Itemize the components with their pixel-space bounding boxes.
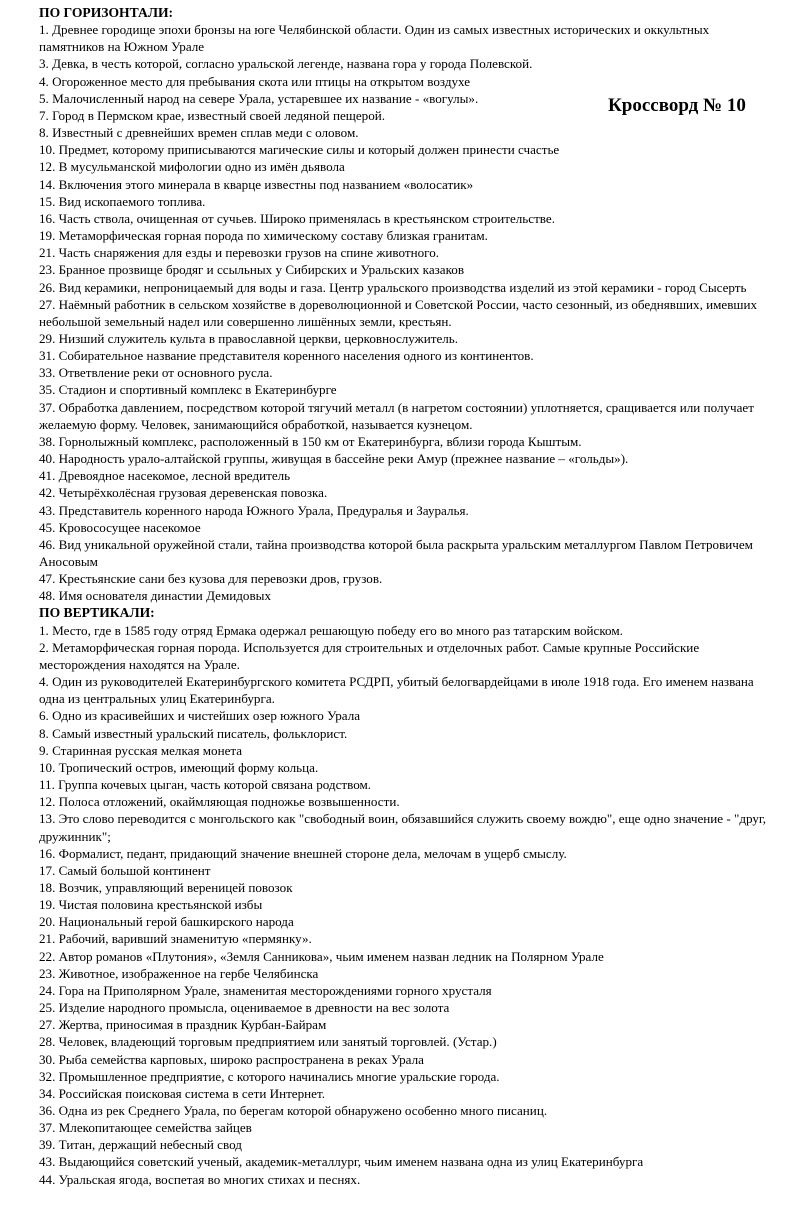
clue-item: 13. Это слово переводится с монгольского как "свободный воин, обязавшийся служить своему вождю", еще одно значение - "друг, дружинник"; — [39, 811, 767, 844]
clue-item: 43. Представитель коренного народа Южного Урала, Предуралья и Зауралья. — [39, 502, 469, 518]
clue-item: 46. Вид уникальной оружейной стали, тайна производства которой была раскрыта уральским металлургом Павлом Петровичем Аносовым — [39, 536, 753, 569]
clue-item: 4. Огороженное место для пребывания скота или птицы на открытом воздухе — [39, 73, 471, 89]
clue-item: 1. Древнее городище эпохи бронзы на юге Челябинской области. Один из самых известных исторических и оккультных памятников на Южном Урале — [39, 22, 710, 55]
clue-item: 34. Российская поисковая система в сети Интернет. — [39, 1085, 325, 1101]
clue-item: 42. Четырёхколёсная грузовая деревенская повозка. — [39, 485, 328, 501]
clue-item: 40. Народность урало-алтайской группы, живущая в бассейне реки Амур (прежнее название – «гольды»). — [39, 451, 629, 467]
clue-item: 8. Известный с древнейших времен сплав меди с оловом. — [39, 125, 359, 141]
section-heading: ПО ВЕРТИКАЛИ: — [39, 605, 155, 621]
clue-item: 18. Возчик, управляющий вереницей повозок — [39, 879, 293, 895]
clue-item: 41. Древоядное насекомое, лесной вредитель — [39, 468, 291, 484]
clue-item: 45. Кровососущее насекомое — [39, 519, 201, 535]
clue-item: 47. Крестьянские сани без кузова для перевозки дров, грузов. — [39, 571, 383, 587]
clue-item: 35. Стадион и спортивный комплекс в Екатеринбурге — [39, 382, 337, 398]
clue-item: 7. Город в Пермском крае, известный своей ледяной пещерой. — [39, 107, 386, 123]
clue-item: 3. Девка, в честь которой, согласно уральской легенде, названа гора у города Полевской. — [39, 56, 533, 72]
clue-item: 43. Выдающийся советский ученый, академик-металлург, чьим именем названа одна из улиц Екатеринбурга — [39, 1154, 644, 1170]
clue-item: 15. Вид ископаемого топлива. — [39, 193, 206, 209]
clue-item: 32. Промышленное предприятие, с которого начинались многие уральские города. — [39, 1068, 500, 1084]
clue-item: 38. Горнолыжный комплекс, расположенный в 150 км от Екатеринбурга, вблизи города Кыштым. — [39, 433, 582, 449]
clue-item: 19. Метаморфическая горная порода по химическому составу близкая гранитам. — [39, 228, 488, 244]
clue-item: 22. Автор романов «Плутония», «Земля Санникова», чьим именем назван ледник на Полярном Урале — [39, 948, 604, 964]
clue-item: 5. Малочисленный народ на севере Урала, устаревшее их название - «вогулы». — [39, 90, 479, 106]
clue-item: 48. Имя основателя династии Демидовых — [39, 588, 272, 604]
clue-item: 39. Титан, держащий небесный свод — [39, 1137, 242, 1153]
clue-item: 6. Одно из красивейших и чистейших озер южного Урала — [39, 708, 361, 724]
crossword-clues-document — [39, 4, 769, 1188]
clue-item: 33. Ответвление реки от основного русла. — [39, 365, 273, 381]
clue-item: 2. Метаморфическая горная порода. Используется для строительных и отделочных работ. Самые крупные Российские месторождения находятся на Урале. — [39, 639, 700, 672]
clue-item: 21. Часть снаряжения для езды и перевозки грузов на спине животного. — [39, 245, 440, 261]
clue-item: 37. Млекопитающее семейства зайцев — [39, 1120, 252, 1136]
clue-item: 30. Рыба семейства карповых, широко распространена в реках Урала — [39, 1051, 424, 1067]
section-heading: ПО ГОРИЗОНТАЛИ: — [39, 5, 174, 20]
clue-item: 23. Бранное прозвище бродяг и ссыльных у Сибирских и Уральских казаков — [39, 262, 465, 278]
clue-item: 1. Место, где в 1585 году отряд Ермака одержал решающую победу его во много раз татарским войском. — [39, 622, 623, 638]
clue-item: 4. Один из руководителей Екатеринбургского комитета РСДРП, убитый белогвардейцами в июле 1918 года. Его именем названа одна из центральных улиц Екатеринбурга. — [39, 674, 754, 707]
clue-item: 36. Одна из рек Среднего Урала, по берегам которой обнаружено особенно много писаниц. — [39, 1103, 548, 1118]
clue-item: 27. Жертва, приносимая в праздник Курбан-Байрам — [39, 1017, 327, 1033]
clue-item: 37. Обработка давлением, посредством которой тягучий металл (в нагретом состоянии) уплотняется, сращивается или получает желаемую форму. Человек, занимающийся обработкой, называется кузнецом. — [39, 399, 754, 432]
clue-item: 19. Чистая половина крестьянской избы — [39, 897, 263, 913]
clue-item: 16. Формалист, педант, придающий значение внешней стороне дела, мелочам в ущерб смыслу. — [39, 845, 567, 861]
clue-item: 25. Изделие народного промысла, оцениваемое в древности на вес золота — [39, 1000, 450, 1016]
clue-item: 14. Включения этого минерала в кварце известны под названием «волосатик» — [39, 176, 474, 192]
clue-item: 8. Самый известный уральский писатель, фольклорист. — [39, 725, 348, 741]
crossword-title: Кроссворд № 10 — [608, 95, 746, 116]
clue-item: 29. Низший служитель культа в православной церкви, церковнослужитель. — [39, 330, 459, 346]
clue-item: 24. Гора на Приполярном Урале, знаменитая месторождениями горного хрусталя — [39, 982, 492, 998]
clue-item: 11. Группа кочевых цыган, часть которой связана родством. — [39, 777, 372, 793]
clue-item: 44. Уральская ягода, воспетая во многих стихах и песнях. — [39, 1171, 361, 1187]
down-section — [39, 604, 769, 1187]
clue-item: 31. Собирательное название представителя коренного населения одного из континентов. — [39, 348, 534, 364]
clue-item: 9. Старинная русская мелкая монета — [39, 742, 243, 758]
clue-item: 23. Животное, изображенное на гербе Челябинска — [39, 965, 319, 981]
clue-item: 12. Полоса отложений, окаймляющая подножье возвышенности. — [39, 794, 400, 810]
clue-item: 10. Предмет, которому приписываются магические силы и который должен принести счастье — [39, 142, 560, 158]
clue-item: 27. Наёмный работник в сельском хозяйстве в дореволюционной и Советской России, часто сезонный, из обеднявших, имевших небольшой земельный надел или совершенно лишённых земли, крестьян. — [39, 296, 758, 329]
clue-item: 26. Вид керамики, непроницаемый для воды и газа. Центр уральского производства изделий из этой керамики - город Сысерть — [39, 279, 747, 295]
clue-item: 12. В мусульманской мифологии одно из имён дьявола — [39, 159, 345, 175]
clue-item: 16. Часть ствола, очищенная от сучьев. Широко применялась в крестьянском строительстве. — [39, 210, 555, 226]
clue-item: 28. Человек, владеющий торговым предприятием или занятый торговлей. (Устар.) — [39, 1034, 497, 1050]
clue-item: 20. Национальный герой башкирского народа — [39, 914, 294, 930]
clue-item: 21. Рабочий, варивший знаменитую «пермянку». — [39, 931, 312, 947]
clue-item: 10. Тропический остров, имеющий форму кольца. — [39, 759, 319, 775]
clue-item: 17. Самый большой континент — [39, 862, 211, 878]
